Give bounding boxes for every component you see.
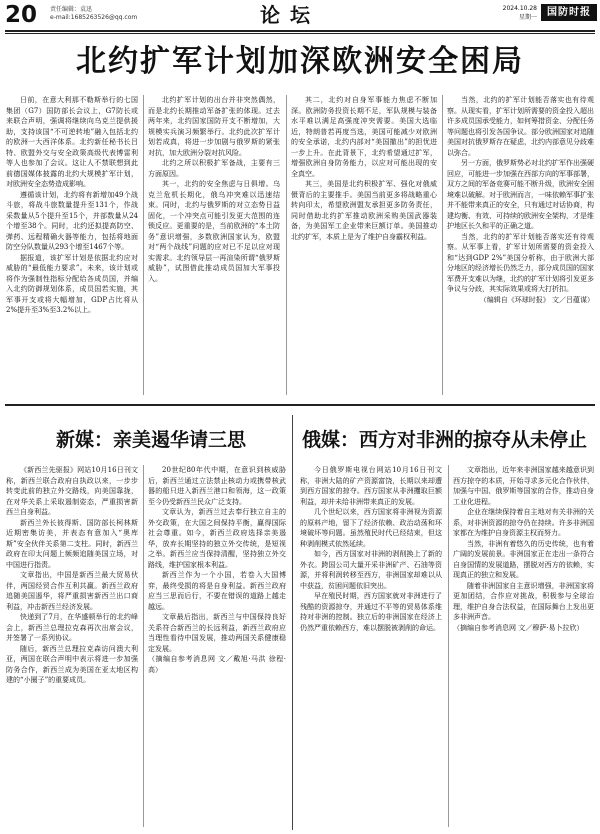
paragraph: 新西兰作为一个小国，若卷入大国博弈，最终受损的将是自身利益。新西兰政府应当三思而后行，不要在错误的道路上越走越远。	[148, 571, 286, 611]
date-text: 2024.10.28	[502, 5, 537, 12]
page-header	[0, 0, 600, 32]
right-column-1	[300, 465, 442, 830]
column-divider	[143, 95, 144, 395]
paragraph: 其三，美国是北约积极扩军、强化对俄威慑背后的主要推手。美国当前更多将战略重心转向印太，希望欧洲盟友承担更多防务责任，同时借助北约扩军推动欧洲采购美国武器装备，为美国军工企业带来巨额订单。美国推动北约扩军，本质上是为了维护自身霸权利益。	[291, 180, 437, 241]
main-column-3	[291, 95, 437, 397]
editor-name: 责任编辑：袁迅	[50, 6, 93, 13]
paragraph: 据报道，该扩军计划是依据北约应对威胁的“最低能力要求”。未来，该计划或将作为强制性指标分配给各成员国，并编入北约防御规划体系，成员国若实施，其军事开支或将大幅增加，GDP占比将从2%提升至3%至3.2%以上。	[6, 253, 138, 314]
column-divider	[143, 465, 144, 827]
paragraph: 文章指出，中国是新西兰最大贸易伙伴，两国经贸合作互利共赢。新西兰政府追随美国遏华，将严重损害新西兰出口商利益，冲击新西兰经济发展。	[6, 571, 138, 611]
paragraph: 文章最后指出，新西兰与中国保持良好关系符合新西兰的长远利益，新西兰政府应当理性看待中国发展，推动两国关系健康稳定发展。	[148, 613, 286, 653]
main-column-1	[6, 95, 138, 397]
paragraph: 另一方面，俄罗斯势必对北约扩军作出强硬回应，可能进一步加强在西部方向的军事部署，双方之间的军备竞赛可能不断升级，欧洲安全困境难以破解。对于欧洲而言，一味依赖军事扩张并不能带来真正的安全，只有通过对话协商，构建均衡、有效、可持续的欧洲安全架构，才是维护地区长久和平的正确之道。	[447, 159, 594, 230]
article-byline: （编辑自《环球时报》 文／吕蕴谋）	[479, 295, 594, 304]
paragraph: 随后，新西兰总理拉克森访问澳大利亚，两国在联合声明中表示将进一步加强防务合作，新西兰成为美国在亚太地区构建的“小圈子”的重要成员。	[6, 644, 138, 684]
editor-info	[50, 6, 137, 22]
right-column-2	[453, 465, 594, 830]
section-title: 论坛	[260, 3, 320, 27]
paragraph: 20世纪80年代中期，在意识到核威胁后，新西兰通过立法禁止核动力或携带核武器的船只进入新西兰港口和领海，这一政策至今仍受新西兰民众广泛支持。	[148, 466, 286, 506]
paragraph: 北约扩军计划的出台并非突然偶然，而是北约长期推动军备扩张的体现。过去两年来，北约国家国防开支不断增加，大规模实兵演习频繁举行。北约此次扩军计划若成真，将进一步加剧与俄罗斯的紧张对抗，加大欧洲分裂对抗风险。	[148, 96, 280, 157]
paragraph: 其二，北约对自身军事能力焦虑不断加深。欧洲防务投资长期不足，军队规模与装备水平难以满足高强度冲突需要。美国大选临近，特朗普若再度当选，美国可能减少对欧洲的安全承诺，北约内部对“美国撤出”的担忧进一步上升。在此背景下，北约希望通过扩军，增强欧洲自身防务能力，以应对可能出现的安全真空。	[291, 96, 437, 178]
paragraph: 当然，非洲有着悠久的历史传统，也有着广阔的发展前景。非洲国家正在走出一条符合自身国情的发展道路，摆脱对西方的依赖，实现真正的独立和发展。	[453, 539, 594, 579]
right-headline: 俄媒：西方对非洲的掠夺从未停止	[302, 429, 588, 451]
paragraph: 文章认为，新西兰过去奉行独立自主的外交政策，在大国之间保持平衡，赢得国际社会尊重。如今，新西兰政府选择亲美遏华，放弃长期坚持的独立外交传统，是短视之举。新西兰应当保持清醒，坚持独立外交路线，维护国家根本利益。	[148, 508, 286, 569]
newspaper-logo: 国防时报	[541, 4, 597, 21]
main-column-2	[148, 95, 280, 397]
paragraph: 北约之所以积极扩军备战，主要有三方面原因。	[148, 159, 280, 178]
paragraph: 企业在继续保持着自主地对有关非洲的关系，对非洲资源的掠夺仍在持续。许多非洲国家都在为维护自身资源主权而努力。	[453, 508, 594, 537]
paragraph: 新西兰外长彼得斯、国防部长柯林斯近期密集访美，并表态有意加入“奥库斯”安全伙伴关系第二支柱。同时，新西兰政府在印太问题上频频追随美国立场，对中国进行指责。	[6, 518, 138, 569]
issue-date	[497, 4, 537, 22]
paragraph: 当然，北约的扩军计划能否落实还有待观察。从军事上看，扩军计划所需要的资金投入和“达到GDP 2%”美国分析称，由于欧洲大部分地区的经济增长仍然乏力，部分成员国的国家军费开支难以为继，北约的扩军计划将引发更多争议与分歧，其实际效果或将大打折扣。	[447, 232, 594, 293]
paragraph: 几个世纪以来，西方国家将非洲视为资源的原料产地，留下了经济依赖、政治动荡和环境破坏等问题。虽然殖民时代已经结束，但这种剥削模式依然延续。	[300, 508, 442, 548]
paragraph: 遵循该计划，北约将有新增加49个战斗旅，将战斗旅数量提升至131个，作战采数量从5个提升至15个，并部数量从24个增至38个。同时，北约还拟提高防空、弹药、远程精确火器等能力，包括将地面防空分队数量从293个增至1467个等。	[6, 190, 138, 251]
paragraph: 早在殖民时期，西方国家就对非洲进行了残酷的资源掠夺，并通过不平等的贸易体系维持对非洲的控制。独立后的非洲国家在经济上仍然严重依赖西方，难以摆脱被剥削的命运。	[300, 592, 442, 632]
paragraph: 今日俄罗斯电视台网站10月16日刊文称，非洲大陆的矿产资源富饶，长期以来却遭到西方国家的掠夺。西方国家从非洲攫取巨额利益，却并未给非洲带来真正的发展。	[300, 466, 442, 506]
left-column-2	[148, 465, 286, 830]
paragraph: 快递到了7月，在华盛顿举行的北约峰会上，新西兰总理拉克森再次出席会议，并签署了一系列协议。	[6, 613, 138, 642]
weekday-text: 星期一	[518, 14, 537, 21]
paragraph: 如今，西方国家对非洲的剥削换上了新的外衣。跨国公司大量开采非洲矿产、石油等资源，并将利润转移至西方，非洲国家却难以从中获益，贫困问题依旧突出。	[300, 550, 442, 590]
left-headline: 新媒：亲美遏华请三思	[56, 429, 247, 451]
main-column-4	[447, 95, 594, 397]
section-rule	[5, 404, 595, 406]
page-number: 20	[5, 2, 38, 28]
main-headline: 北约扩军计划加深欧洲安全困局	[76, 44, 524, 79]
article-byline: （摘编自参考消息网 文／戴旭·马洪 徐程·高）	[148, 655, 286, 674]
article-byline: （摘编自参考消息网 文／穆萨·易卜拉欣）	[453, 623, 584, 632]
paragraph: 《新西兰先驱报》网站10月16日刊文称，新西兰联合政府自执政以来，一步步转变此前的独立外交路线，向美国靠拢，在对华关系上采取遏制姿态，严重损害新西兰自身利益。	[6, 466, 138, 516]
column-divider	[286, 95, 287, 395]
paragraph: 文章指出，近年来非洲国家越来越意识到西方掠夺的本质，开始寻求多元化合作伙伴，加强与中国、俄罗斯等国家的合作，推动自身工业化进程。	[453, 466, 594, 506]
paragraph: 当然，北约的扩军计划能否落实也有待观察。从现实看，扩军计划所需要的资金投入超出许多成员国承受能力，如何筹措资金、分配任务等问题也将引发各国争议。部分欧洲国家对追随美国对抗俄罗斯存在疑虑，北约内部意见分歧难以弥合。	[447, 96, 594, 157]
paragraph: 日前，在意大利那不勒斯举行的七国集团（G7）国防部长会议上，G7防长或来联合声明，强调将继续向乌克兰提供援助，支持该国“不可逆转地”融入包括北约的欧洲一大西洋体系。北约新任秘书长吕特、欧盟外交与安全政策高级代表博雷利等人也参加了会议。这让人不禁联想到此前德国媒体披露的北约大规模扩军计划，对欧洲安全态势造成影响。	[6, 96, 138, 188]
header-rule	[5, 30, 595, 32]
header-rule-thin	[5, 33, 595, 34]
article-divider	[292, 415, 293, 830]
paragraph: 其一，北约的安全焦虑与日俱增。乌克兰危机长期化，俄乌冲突难以迅速结束。同时，北约与俄罗斯的对立态势日益固化，一个冲突点可能引发更大范围的连锁反应。更重要的是，当前欧洲的“本土防务”意识增强，多数欧洲国家认为，欧盟对“两个战线”问题的应对已不足以应对现实需求。北约领导层一再渲染所谓“俄罗斯威胁”，试图借此推动成员国加大军事投入。	[148, 180, 280, 283]
paragraph: 随着非洲国家自主意识增强，非洲国家将更加团结，合作应对挑战，积极参与全球治理，维护自身合法权益，在国际舞台上发出更多非洲声音。	[453, 581, 594, 621]
left-column-1	[6, 465, 138, 830]
editor-email: e-mail:1685263526@qq.com	[50, 14, 138, 21]
column-divider	[448, 465, 449, 827]
column-divider	[442, 95, 443, 395]
